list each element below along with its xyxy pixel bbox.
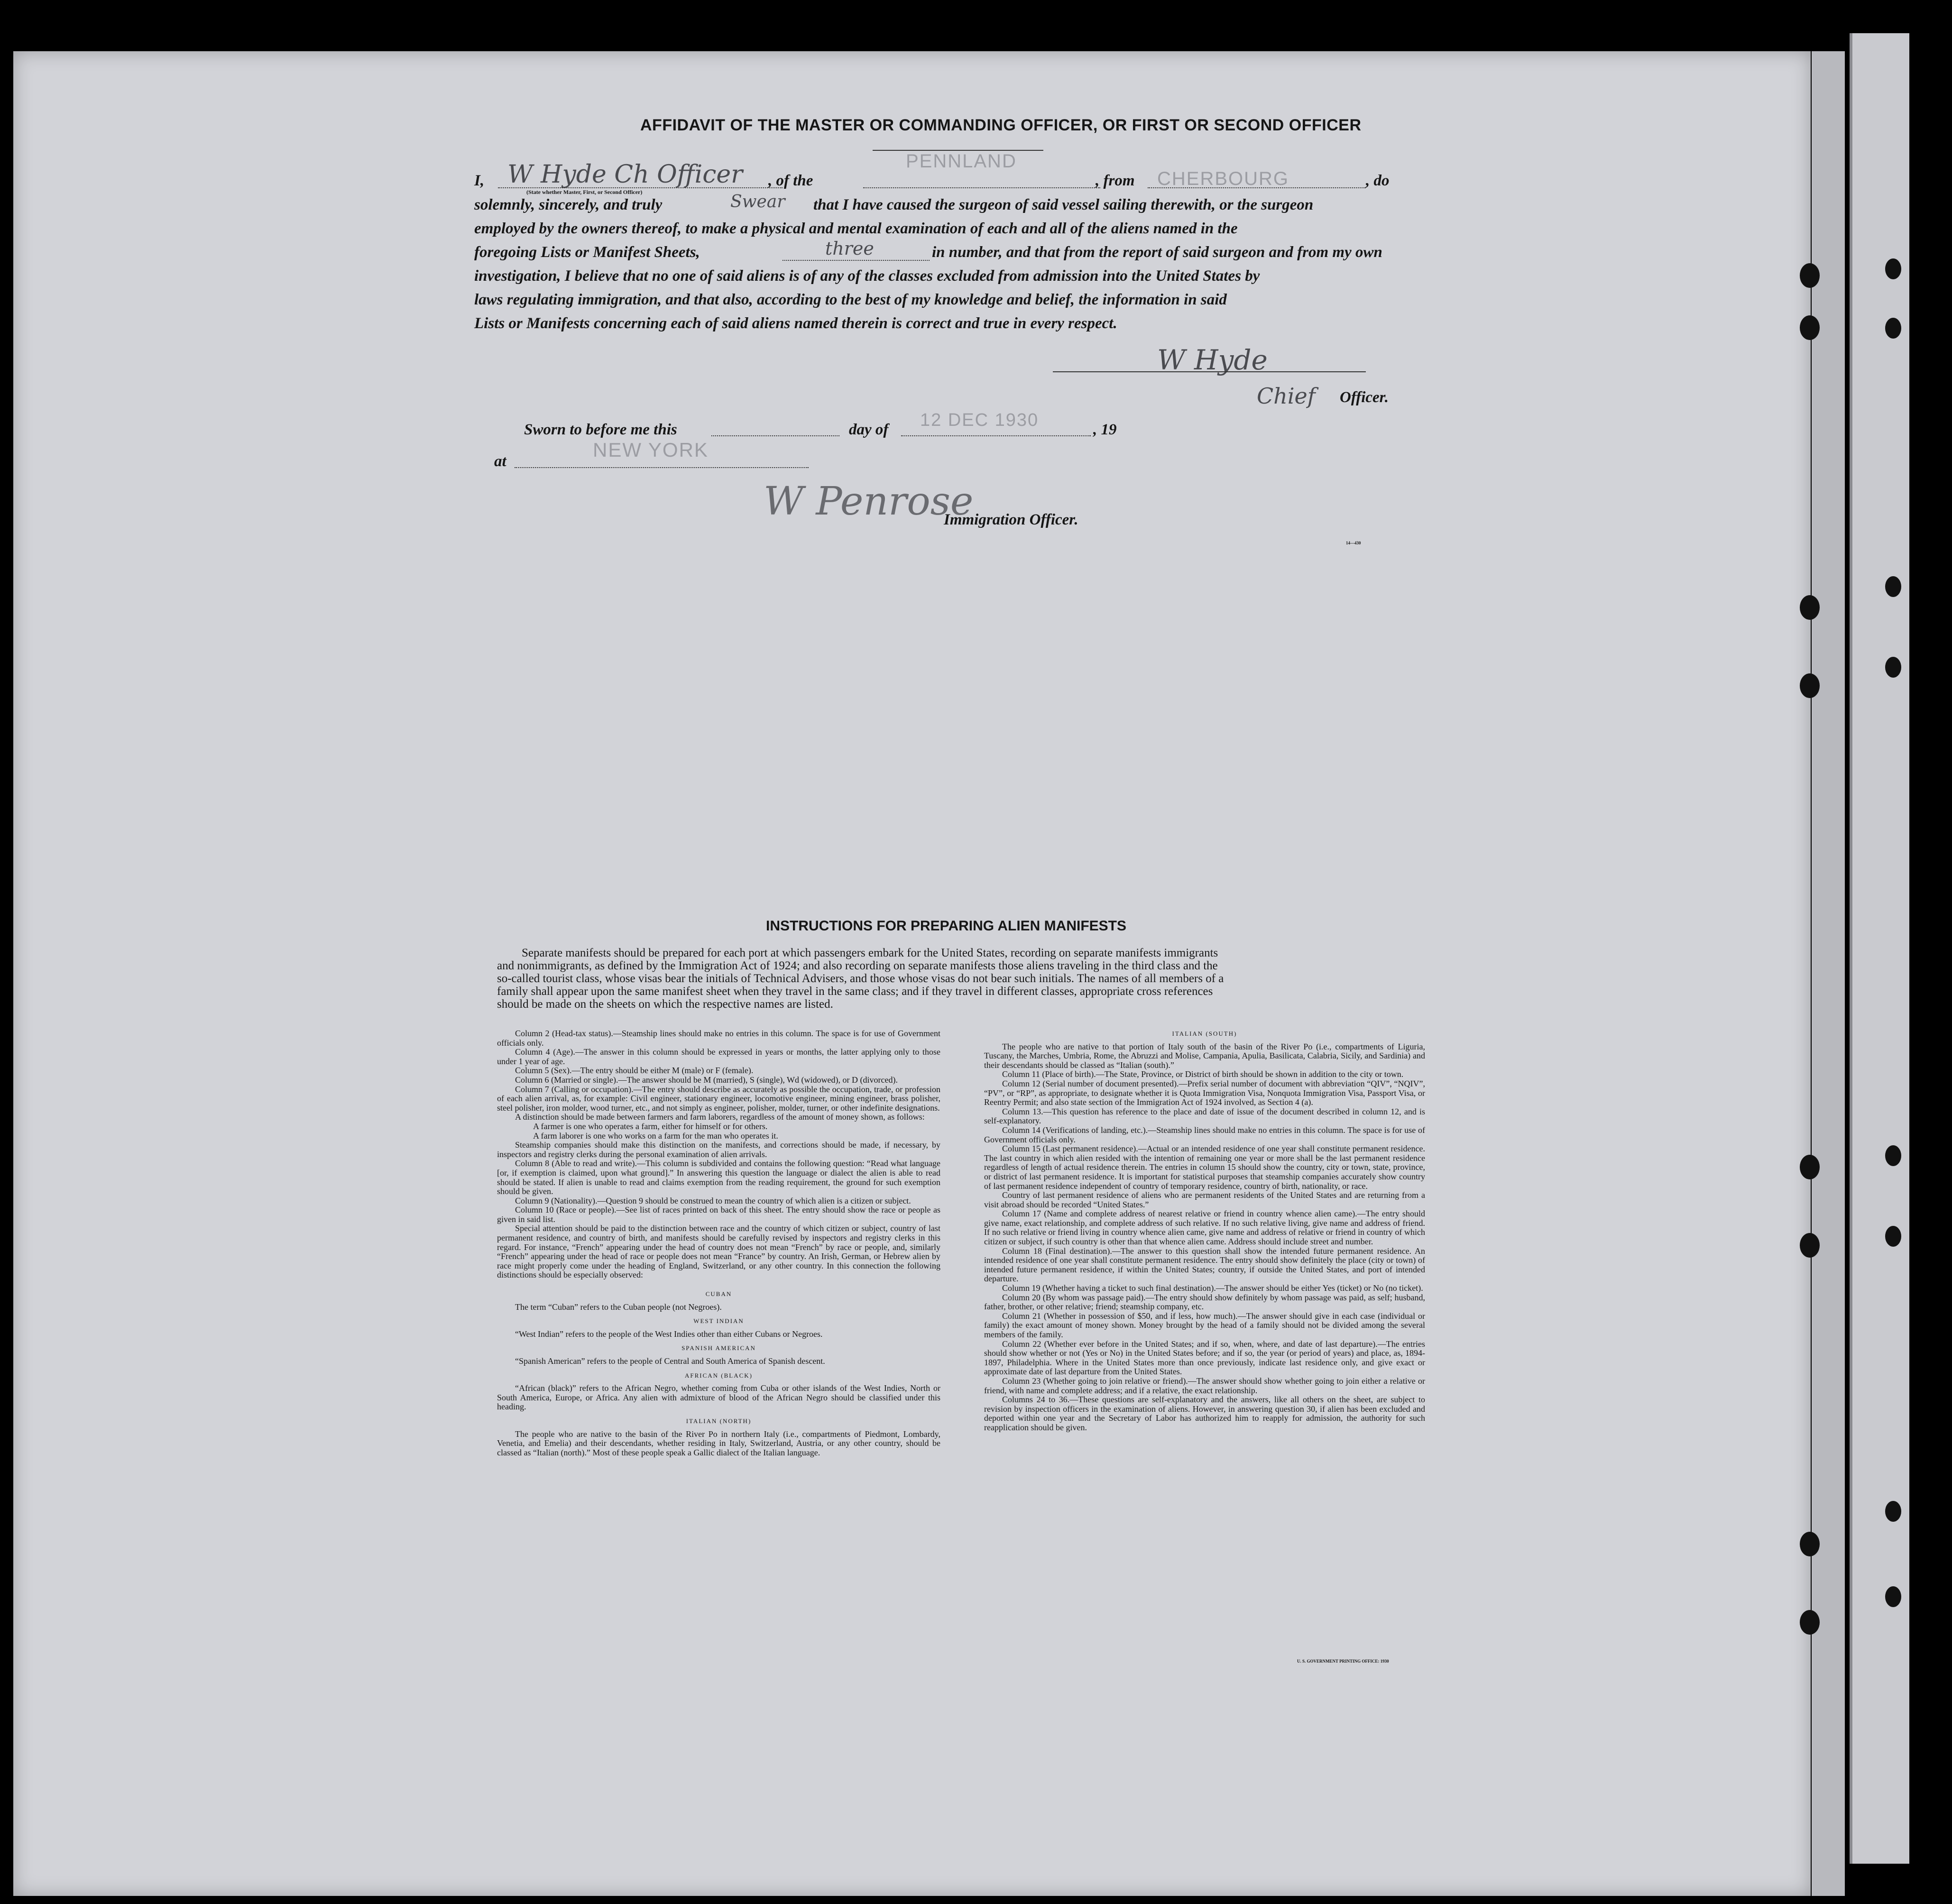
binder-hole xyxy=(1800,263,1820,288)
binder-hole xyxy=(1885,1586,1901,1607)
ship-stamp-rule xyxy=(873,150,1043,151)
sworn-year: , 19 xyxy=(1093,421,1117,438)
swear-handwritten: Swear xyxy=(730,192,785,212)
binder-hole xyxy=(1885,1226,1901,1247)
race-heading: ITALIAN (NORTH) xyxy=(686,1417,752,1425)
instruction-paragraph: Column 21 (Whether in possession of $50, and if less, how much).—The answer should give in each case (individual or family) the exact amount of money shown. Money brought by the head of a family should not be divided among the several members of the family. xyxy=(984,1311,1425,1339)
officer-rank-handwritten: Chief xyxy=(1257,383,1316,409)
race-text: The people who are native to the basin of the River Po in northern Italy (i.e., compartments of Piedmont, Lombardy, Venetia, and Emelia) and their descendants, whether residing in Italy, Switzerland, Austria, or any other country, should be classed as “Italian (north).” Most of these people speak a Gallic dialect of the Italian language. xyxy=(497,1429,940,1457)
form-number: 14—430 xyxy=(1346,541,1361,545)
affidavit-line2b: that I have caused the surgeon of said vessel sailing therewith, or the surgeon xyxy=(813,196,1314,213)
instruction-paragraph: Column 9 (Nationality).—Question 9 should be construed to mean the country of which alien is a citizen or subject. xyxy=(515,1196,911,1205)
instruction-paragraph: Steamship companies should make this distinction on the manifests, and corrections should be made, if necessary, by inspectors and registry clerks during the personal examination of alien arrivals. xyxy=(497,1140,940,1159)
instruction-paragraph: Columns 24 to 36.—These questions are self-explanatory and the answers, like all others on the sheet, are subject to revision by inspection officers in the examination of aliens. However, in answering question 30, if alien has been excluded and deported within one year and the Secretary of Labor has authorized him to reapply for admission, the authority for such reapplication should be given. xyxy=(984,1395,1425,1432)
instruction-paragraph: A distinction should be made between farmers and farm laborers, regardless of the amount of money shown, as follows: xyxy=(515,1112,925,1122)
instruction-paragraph: Column 2 (Head-tax status).—Steamship lines should make no entries in this column. The space is for use of Government officials only. xyxy=(497,1029,940,1048)
binder-hole xyxy=(1885,576,1901,597)
officer-name-handwritten: W Hyde Ch Officer xyxy=(507,160,743,189)
race-heading: ITALIAN (SOUTH) xyxy=(1172,1030,1237,1037)
instructions-intro-line: Separate manifests should be prepared for each port at which passengers embark for the United States, recording on separate manifests immigrants xyxy=(522,947,1218,959)
at-label: at xyxy=(494,453,506,470)
binder-hole xyxy=(1800,315,1820,340)
officer-title-note: (State whether Master, First, or Second Officer) xyxy=(526,189,643,195)
binder-hole xyxy=(1885,318,1901,339)
affidavit-line2a: solemnly, sincerely, and truly xyxy=(474,196,663,213)
date-stamp: 12 DEC 1930 xyxy=(920,410,1039,430)
race-text: “West Indian” refers to the people of the West Indies other than either Cubans or Negroes. xyxy=(515,1329,823,1339)
instruction-paragraph: Column 11 (Place of birth).—The State, Province, or District of birth should be shown in addition to the city or town. xyxy=(1002,1069,1404,1079)
master-signature: W Hyde xyxy=(1157,344,1268,376)
immigration-officer-label: Immigration Officer. xyxy=(944,511,1078,528)
affidavit-from: , from xyxy=(1096,172,1135,189)
port-line xyxy=(1148,187,1366,188)
instruction-paragraph: Column 17 (Name and complete address of nearest relative or friend in country whence alien came).—The entry should give name, exact relationship, and complete address of such relative. If no such relative living, give name and address of friend. If no such relative or friend living in country whence alien came, give name and address of relative or friend in country of which citizen or subject, if such country is other than that whence alien came. Address should include street and number. xyxy=(984,1209,1425,1247)
affidavit-line6: laws regulating immigration, and that also, according to the best of my knowledge and belief, the information in said xyxy=(474,291,1227,308)
race-text: “African (black)” refers to the African Negro, whether coming from Cuba or other islands of the West Indies, North or South America, Europe, or Africa. Any alien with admixture of blood of the African Negro should be classified under this heading. xyxy=(497,1383,940,1412)
instruction-paragraph: Column 10 (Race or people).—See list of races printed on back of this sheet. The entry should show the race or people as given in said list. xyxy=(497,1205,940,1224)
instruction-paragraph: Column 5 (Sex).—The entry should be either M (male) or F (female). xyxy=(515,1066,754,1076)
officer-label: Officer. xyxy=(1340,389,1389,406)
instructions-intro-line: should be made on the sheets on which the respective names are listed. xyxy=(497,998,833,1011)
instruction-paragraph: Column 19 (Whether having a ticket to such final destination).—The answer should be either Yes (ticket) or No (no ticket). xyxy=(1002,1283,1423,1293)
affidavit-title: AFFIDAVIT OF THE MASTER OR COMMANDING OFFICER, OR FIRST OR SECOND OFFICER xyxy=(640,116,1362,134)
instruction-paragraph: Column 12 (Serial number of document presented).—Prefix serial number of document with abbreviation “QIV”, “NQIV”, “PV”, or “RP”, as appropriate, to designate whether it is Quota Immigration Visa, Nonquota Immigration Visa, Passport Visa, or Reentry Permit; and also state section of the Immigration Act of 1924 involved, as Section 4 (a). xyxy=(984,1078,1425,1107)
binder-hole xyxy=(1800,673,1820,698)
affidavit-line3: employed by the owners thereof, to make a physical and mental examination of each and all of the aliens named in the xyxy=(474,220,1238,237)
place-stamp: NEW YORK xyxy=(593,439,709,461)
ship-name-stamp: PENNLAND xyxy=(906,151,1017,172)
race-heading: WEST INDIAN xyxy=(693,1317,744,1325)
instruction-paragraph: Special attention should be paid to the distinction between race and the country of which citizen or subject, country of last permanent residence, and country of birth, and manifests should be carefully revised by inspectors and registry clerks in this regard. For instance, “French” appearing under the head of country does not mean “French” by race or people, and, similarly “French” appearing under the head of race or people does not mean “France” by country. An Irish, German, or Hebrew alien by race might properly come under the heading of England, Switzerland, or any other country. In this connection the following distinctions should be especially observed: xyxy=(497,1223,940,1280)
affidavit-line4b: in number, and that from the report of said surgeon and from my own xyxy=(932,244,1382,261)
ship-name-line xyxy=(863,187,1100,188)
affidavit-line7: Lists or Manifests concerning each of said aliens named therein is correct and true in every respect. xyxy=(474,315,1117,332)
binder-hole xyxy=(1800,1233,1820,1258)
port-stamp: CHERBOURG xyxy=(1157,168,1289,189)
sheet-count-handwritten: three xyxy=(825,238,874,259)
instruction-paragraph: Column 7 (Calling or occupation).—The entry should describe as accurately as possible the occupation, trade, or profession of each alien arrival, as, for example: Civil engineer, stationary engineer, locomotive engineer, mining engineer, brass polisher, steel polisher, iron molder, wood turner, etc., and not simply as engineer, polisher, molder, turner, or other indefinite designations. xyxy=(497,1084,940,1113)
sheet-count-line xyxy=(783,260,930,261)
race-text: The term “Cuban” refers to the Cuban people (not Negroes). xyxy=(515,1302,722,1312)
at-place-line xyxy=(515,467,809,468)
instruction-paragraph: A farmer is one who operates a farm, either for himself or for others. xyxy=(533,1121,768,1131)
instruction-paragraph: Column 8 (Able to read and write).—This column is subdivided and contains the following question: “Read what language [or, if exemption is claimed, upon what ground].” In answering this question the language or dialect the alien is able to read should be stated. If alien is unable to read and claims exemption from the reading requirement, the ground for such exemption should be given. xyxy=(497,1159,940,1196)
race-heading: AFRICAN (BLACK) xyxy=(684,1371,753,1379)
binder-hole xyxy=(1800,1532,1820,1556)
race-heading: SPANISH AMERICAN xyxy=(681,1344,756,1352)
affidavit-do: , do xyxy=(1366,172,1390,189)
affidavit-i: I, xyxy=(474,172,485,189)
instruction-paragraph: Column 18 (Final destination).—The answer to this question shall show the intended future permanent residence. An intended residence of one year shall constitute permanent residence. The entry should show definitely the place (city or town) of intended future permanent residence, if within the United States; country, if outside the United States, and port of intended departure. xyxy=(984,1246,1425,1284)
instructions-intro-line: and nonimmigrants, as defined by the Immigration Act of 1924; and also recording on separate manifests those aliens traveling in the third class and the xyxy=(497,959,1218,972)
affidavit-line5: investigation, I believe that no one of said aliens is of any of the classes excluded from admission into the United States by xyxy=(474,267,1260,285)
race-heading: CUBAN xyxy=(705,1290,732,1298)
sworn-month-line xyxy=(901,435,1091,436)
instruction-paragraph: Column 14 (Verifications of landing, etc.).—Steamship lines should make no entries in this column. The space is for use of Government officials only. xyxy=(984,1125,1425,1144)
binder-hole xyxy=(1800,1155,1820,1179)
instruction-paragraph: Column 13.—This question has reference to the place and date of issue of the document described in column 12, and is self-explanatory. xyxy=(984,1106,1425,1126)
printing-office-note: U. S. GOVERNMENT PRINTING OFFICE: 1930 xyxy=(1297,1659,1389,1664)
instruction-paragraph: Column 15 (Last permanent residence).—Actual or an intended residence of one year shall constitute permanent residence. The last country in which alien resided with the intention of remaining one year or more shall be the last permanent residence regardless of length of actual residence therein. The entries in column 15 should show the country, city or town, state, province, or district of last permanent residence. It is important for statistical purposes that steamship companies accurately show country of last permanent residence independent of country of temporary residence, country of birth, nationality, or race. xyxy=(984,1144,1425,1191)
instruction-paragraph: Column 4 (Age).—The answer in this column should be expressed in years or months, the latter applying only to those under 1 year of age. xyxy=(497,1047,940,1066)
binder-hole xyxy=(1885,1145,1901,1166)
instructions-intro-line: so-called tourist class, whose visas bear the initials of Technical Advisers, and those whose visas do not bear such initials. The names of all members of a xyxy=(497,972,1224,985)
instruction-paragraph: Column 6 (Married or single).—The answer should be M (married), S (single), Wd (widowed), or D (divorced). xyxy=(515,1075,898,1085)
instruction-paragraph: A farm laborer is one who works on a farm for the man who operates it. xyxy=(533,1131,778,1141)
sworn-day-of: day of xyxy=(849,421,889,438)
instructions-left-column xyxy=(497,1029,940,1457)
sworn-day-line xyxy=(711,435,839,436)
binder-hole xyxy=(1800,1610,1820,1635)
officer-name-line xyxy=(498,187,783,188)
instruction-paragraph: Column 23 (Whether going to join relative or friend).—The answer should show whether going to join either a relative or friend, with name and complete address; and if a relative, the exact relationship. xyxy=(984,1376,1425,1395)
instruction-paragraph: Column 22 (Whether ever before in the United States; and if so, when, where, and date of last departure).—The entries should show whether or not (Yes or No) in the United States before; and if so, the year (or period of years) and place, as, 1894-1897, Philadelphia. Where in the United States more than once previously, indicate last residence only, and give exact or approximate date of last departure from the United States. xyxy=(984,1339,1425,1377)
instructions-intro-line: family shall appear upon the same manifest sheet when they travel in the same class; and if they travel in different classes, appropriate cross references xyxy=(497,985,1213,998)
page-edge xyxy=(1850,33,1909,1864)
race-text: “Spanish American” refers to the people of Central and South America of Spanish descent. xyxy=(515,1356,825,1366)
instruction-paragraph: Country of last permanent residence of aliens who are permanent residents of the United States and are returning from a visit abroad should be recorded “United States.” xyxy=(984,1190,1425,1209)
instructions-right-column xyxy=(984,1029,1425,1433)
signature-line xyxy=(1053,371,1366,372)
binder-hole xyxy=(1885,258,1901,279)
immigration-officer-signature: W Penrose xyxy=(764,479,974,524)
sworn-before: Sworn to before me this xyxy=(524,421,677,438)
affidavit-of-the: , of the xyxy=(768,172,813,189)
instructions-title: INSTRUCTIONS FOR PREPARING ALIEN MANIFESTS xyxy=(766,918,1127,934)
affidavit-line4a: foregoing Lists or Manifest Sheets, xyxy=(474,244,700,261)
binder-hole xyxy=(1800,595,1820,620)
binder-hole xyxy=(1885,1501,1901,1522)
instruction-paragraph: Column 20 (By whom was passage paid).—The entry should show definitely by whom passage was paid, as self; husband, father, brother, or other relative; friend; steamship company, etc. xyxy=(984,1292,1425,1312)
binder-hole xyxy=(1885,657,1901,678)
instruction-paragraph: The people who are native to that portion of Italy south of the basin of the River Po (i.e., compartments of Liguria, Tuscany, the Marches, Umbria, Rome, the Abruzzi and Molise, Campania, Apulia, Basilicata, Calabria, Sicily, and Sardinia) and their descendants should be classed as “Italian (south).” xyxy=(984,1041,1425,1070)
